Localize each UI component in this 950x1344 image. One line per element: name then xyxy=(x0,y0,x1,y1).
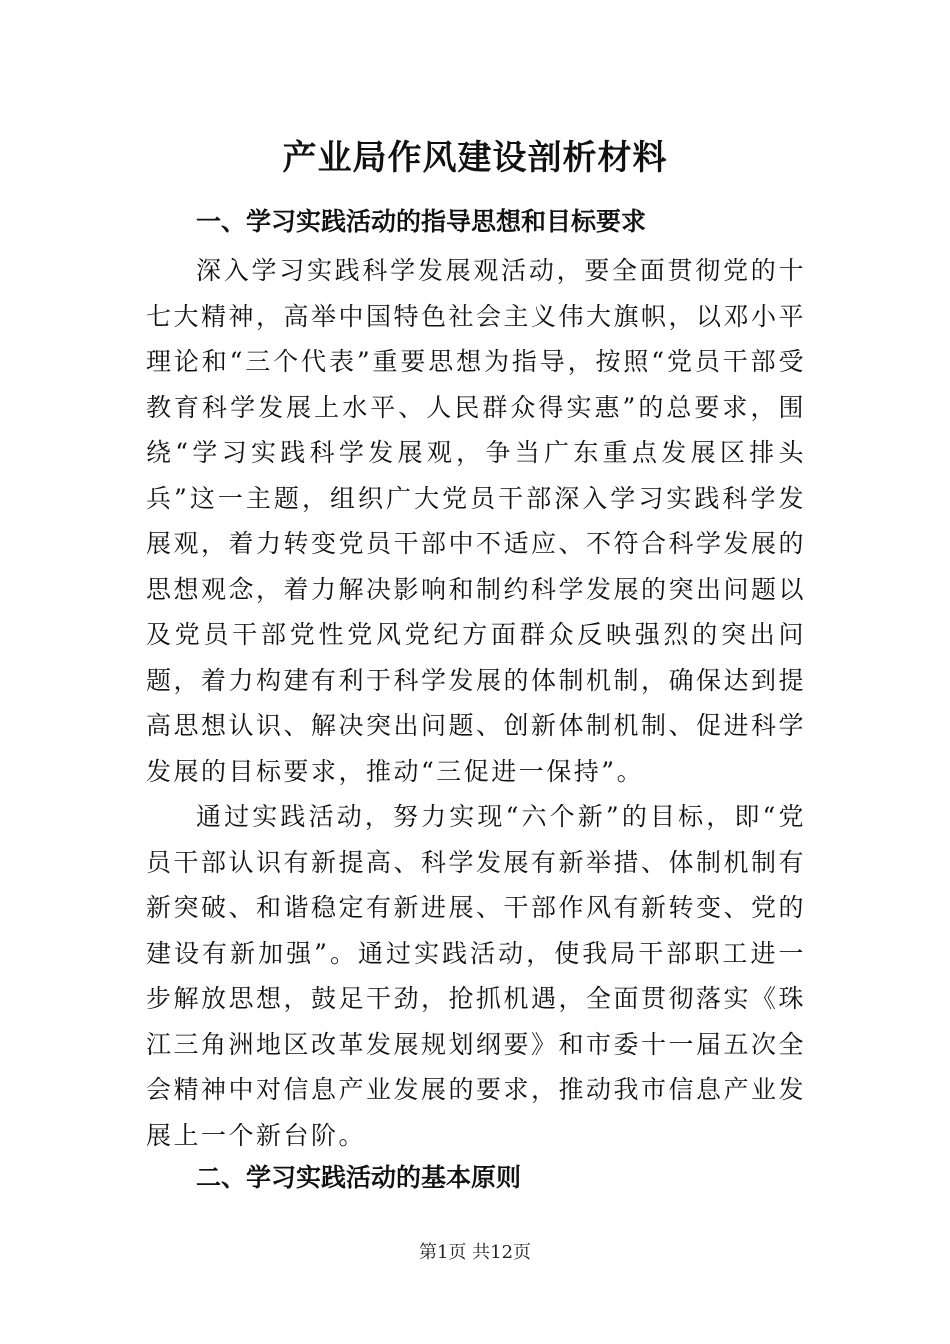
document-title: 产业局作风建设剖析材料 xyxy=(282,138,668,178)
body-paragraph-2: 通过实践活动，努力实现“六个新”的目标，即“党员干部认识有新提高、科学发展有新举措、体制机制有新突破、和谐稳定有新进展、干部作风有新转变、党的建设有新加强”。通过实践活动，使我局干部职工进一步解放思想，鼓足干劲，抢抓机遇，全面贯彻落实《珠江三角洲地区改革发展规划纲要》和市委十一届五次全会精神中对信息产业发展的要求，推动我市信息产业发展上一个新台阶。 xyxy=(146,802,807,1150)
section-heading-1: 一、学习实践活动的指导思想和目标要求 xyxy=(196,207,647,236)
page-number-footer: 第1页 共12页 xyxy=(418,1242,532,1263)
body-paragraph-1: 深入学习实践科学发展观活动，要全面贯彻党的十七大精神，高举中国特色社会主义伟大旗帜，以邓小平理论和“三个代表”重要思想为指导，按照“党员干部受教育科学发展上水平、人民群众得实惠”的总要求，围绕“学习实践科学发展观，争当广东重点发展区排头兵”这一主题，组织广大党员干部深入学习实践科学发展观，着力转变党员干部中不适应、不符合科学发展的思想观念，着力解决影响和制约科学发展的突出问题以及党员干部党性党风党纪方面群众反映强烈的突出问题，着力构建有利于科学发展的体制机制，确保达到提高思想认识、解决突出问题、创新体制机制、促进科学发展的目标要求，推动“三促进一保持”。 xyxy=(146,256,807,786)
section-heading-2: 二、学习实践活动的基本原则 xyxy=(196,1163,522,1192)
